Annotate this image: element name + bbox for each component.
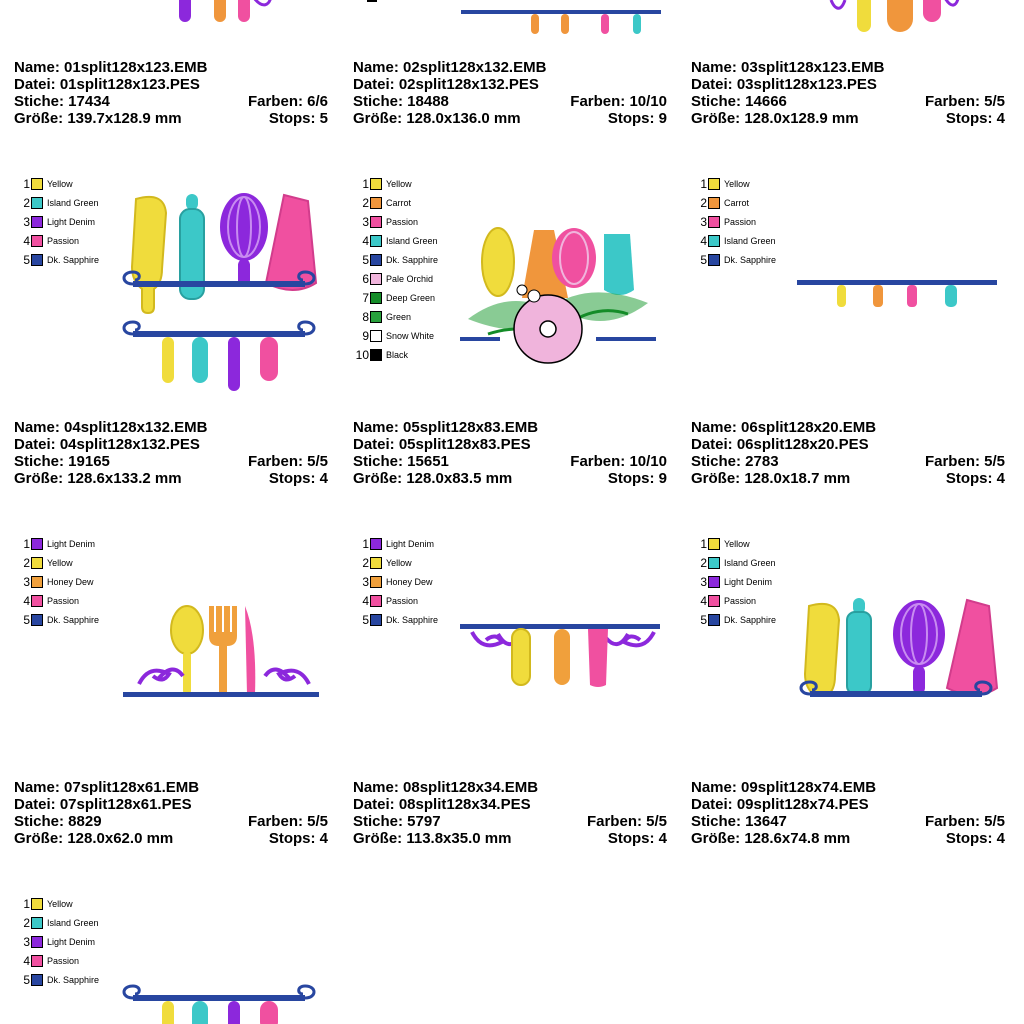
- thread-color-name: Yellow: [47, 898, 73, 909]
- file-name: Name: 07split128x61.EMB: [14, 779, 200, 796]
- thread-color-number: 5: [700, 612, 707, 627]
- thread-color-name: Dk. Sapphire: [386, 254, 439, 265]
- thread-color-swatch: [31, 595, 43, 607]
- thread-color-number: 1: [23, 536, 30, 551]
- thread-color-swatch: [370, 538, 382, 550]
- thread-color-row: [353, 572, 463, 591]
- stitch-count: Stiche: 13647: [691, 813, 787, 830]
- thread-color-row: [353, 231, 463, 250]
- thread-color-name: Black: [386, 349, 409, 360]
- thread-color-row: [353, 534, 463, 553]
- color-count: Farben: 10/10: [570, 93, 667, 110]
- file-datei: Datei: 02split128x132.PES: [353, 76, 539, 93]
- thread-color-number: 3: [700, 214, 707, 229]
- thread-color-swatch: [370, 349, 382, 361]
- thread-color-row: [353, 553, 463, 572]
- thread-color-name: Island Green: [724, 557, 776, 568]
- file-datei: Datei: 08split128x34.PES: [353, 796, 531, 813]
- design-size: Größe: 113.8x35.0 mm: [353, 830, 512, 847]
- thread-color-number: 2: [700, 195, 707, 210]
- thread-color-number: 4: [23, 593, 30, 608]
- thread-color-swatch: [31, 538, 43, 550]
- thread-color-name: Yellow: [386, 557, 412, 568]
- thread-color-name: Passion: [386, 216, 419, 227]
- file-datei: Datei: 06split128x20.PES: [691, 436, 869, 453]
- thread-color-name: Yellow: [386, 178, 412, 189]
- thread-color-row: [691, 534, 801, 553]
- thread-color-name: Deep Green: [386, 292, 436, 303]
- thread-color-name: Dk. Sapphire: [724, 254, 777, 265]
- thread-color-name: Yellow: [47, 178, 73, 189]
- thread-color-number: 1: [362, 536, 369, 551]
- thread-color-name: Island Green: [47, 917, 99, 928]
- design-preview-04: [114, 189, 324, 414]
- thread-color-swatch: [370, 292, 382, 304]
- thread-color-row: [353, 174, 463, 193]
- stitch-count: Stiche: 14666: [691, 93, 787, 110]
- color-count: Farben: 5/5: [924, 453, 1005, 470]
- thread-color-name: Honey Dew: [47, 576, 94, 587]
- design-info-03: [691, 59, 1005, 127]
- file-datei: Datei: 01split128x123.PES: [14, 76, 200, 93]
- thread-color-swatch: [31, 974, 43, 986]
- color-palette: [14, 534, 124, 629]
- stitch-count: Stiche: 17434: [14, 93, 110, 110]
- stop-count: Stops: 4: [945, 470, 1005, 487]
- thread-color-swatch: [31, 898, 43, 910]
- thread-color-name: Island Green: [724, 235, 776, 246]
- design-info-06: [691, 419, 1005, 487]
- thread-color-swatch: [31, 917, 43, 929]
- file-name: Name: 01split128x123.EMB: [14, 59, 208, 76]
- thread-color-swatch: [370, 311, 382, 323]
- file-name: Name: 06split128x20.EMB: [691, 419, 877, 436]
- thread-color-number: 5: [23, 252, 30, 267]
- thread-color-number: 2: [23, 195, 30, 210]
- thread-color-name: Light Denim: [724, 576, 773, 587]
- file-name: Name: 04split128x132.EMB: [14, 419, 208, 436]
- file-datei: Datei: 05split128x83.PES: [353, 436, 531, 453]
- thread-color-row: [353, 212, 463, 231]
- thread-color-swatch: [708, 557, 720, 569]
- stitch-count: Stiche: 18488: [353, 93, 449, 110]
- design-size: Größe: 128.0x136.0 mm: [353, 110, 521, 127]
- thread-color-swatch: [708, 538, 720, 550]
- thread-color-row: [14, 231, 124, 250]
- thread-color-row: [353, 269, 463, 288]
- thread-color-swatch: [31, 576, 43, 588]
- thread-color-swatch: [708, 595, 720, 607]
- color-palette: [353, 534, 463, 629]
- file-name: Name: 03split128x123.EMB: [691, 59, 885, 76]
- design-preview-01: [14, 0, 334, 30]
- color-palette: [14, 894, 124, 989]
- thread-color-name: Dk. Sapphire: [47, 974, 100, 985]
- design-size: Größe: 128.6x133.2 mm: [14, 470, 182, 487]
- thread-color-name: Island Green: [386, 235, 438, 246]
- thread-color-swatch: [370, 235, 382, 247]
- thread-color-number: 5: [23, 972, 30, 987]
- stop-count: Stops: 9: [607, 470, 667, 487]
- design-preview-05: [458, 224, 668, 414]
- color-count: Farben: 5/5: [924, 813, 1005, 830]
- thread-color-name: Light Denim: [47, 538, 96, 549]
- thread-color-row: [353, 288, 463, 307]
- thread-color-swatch: [370, 273, 382, 285]
- thread-color-name: Yellow: [724, 178, 750, 189]
- thread-color-swatch: [708, 197, 720, 209]
- color-count: Farben: 6/6: [247, 93, 328, 110]
- design-size: Größe: 128.6x74.8 mm: [691, 830, 851, 847]
- thread-color-name: Dk. Sapphire: [47, 614, 100, 625]
- stitch-count: Stiche: 5797: [353, 813, 441, 830]
- thread-color-number: 3: [700, 574, 707, 589]
- stop-count: Stops: 5: [268, 110, 328, 127]
- design-info-05: [353, 419, 667, 487]
- thread-color-row: [14, 572, 124, 591]
- thread-color-number: 3: [23, 214, 30, 229]
- thread-color-name: Dk. Sapphire: [386, 614, 439, 625]
- stitch-count: Stiche: 8829: [14, 813, 102, 830]
- thread-color-swatch: [31, 235, 43, 247]
- design-size: Größe: 139.7x128.9 mm: [14, 110, 182, 127]
- stitch-count: Stiche: 19165: [14, 453, 110, 470]
- thread-color-swatch: [708, 235, 720, 247]
- design-size: Größe: 128.0x62.0 mm: [14, 830, 174, 847]
- thread-color-swatch: [708, 254, 720, 266]
- thread-color-swatch: [370, 557, 382, 569]
- thread-color-row: [14, 212, 124, 231]
- thread-color-number: 9: [362, 328, 369, 343]
- thread-color-row: [691, 250, 801, 269]
- color-palette: [691, 534, 801, 629]
- design-cell-09[interactable]: [691, 534, 1011, 764]
- thread-color-row: [353, 591, 463, 610]
- thread-color-swatch: [370, 330, 382, 342]
- color-count: Farben: 5/5: [586, 813, 667, 830]
- thread-color-row: [14, 174, 124, 193]
- thread-color-number: 3: [362, 214, 369, 229]
- thread-color-row: [353, 610, 463, 629]
- thread-color-swatch: [31, 614, 43, 626]
- design-info-01: [14, 59, 328, 127]
- color-count: Farben: 5/5: [247, 453, 328, 470]
- thread-color-row: [14, 894, 124, 913]
- thread-color-row: [353, 326, 463, 345]
- thread-color-swatch: [31, 197, 43, 209]
- thread-color-row: [691, 591, 801, 610]
- design-size: Größe: 128.0x18.7 mm: [691, 470, 851, 487]
- design-cell-04[interactable]: [14, 174, 334, 404]
- thread-color-swatch: [31, 178, 43, 190]
- thread-color-number: 5: [23, 612, 30, 627]
- design-preview-07: [119, 604, 329, 704]
- color-palette: [691, 174, 801, 269]
- thread-color-swatch: [708, 614, 720, 626]
- design-preview-08: [458, 620, 668, 690]
- thread-color-row: [691, 572, 801, 591]
- thread-color-row: [14, 951, 124, 970]
- design-info-08: [353, 779, 667, 847]
- color-count: Farben: 5/5: [247, 813, 328, 830]
- thread-color-row: [353, 250, 463, 269]
- thread-color-swatch: [708, 576, 720, 588]
- thread-color-row: [14, 193, 124, 212]
- thread-color-number: 4: [700, 593, 707, 608]
- thread-color-name: Island Green: [47, 197, 99, 208]
- thread-color-name: Carrot: [386, 197, 412, 208]
- thread-color-number: 10: [355, 347, 369, 362]
- thread-color-number: 4: [700, 233, 707, 248]
- color-palette: [14, 174, 124, 269]
- design-preview-06: [795, 278, 1005, 318]
- thread-color-name: Passion: [724, 595, 757, 606]
- thread-color-number: 3: [362, 574, 369, 589]
- thread-color-name: Snow White: [386, 330, 435, 341]
- stop-count: Stops: 4: [268, 470, 328, 487]
- design-info-07: [14, 779, 328, 847]
- thread-color-name: Carrot: [724, 197, 750, 208]
- color-palette: [353, 174, 463, 364]
- file-datei: Datei: 09split128x74.PES: [691, 796, 869, 813]
- file-name: Name: 05split128x83.EMB: [353, 419, 539, 436]
- thread-color-row: [691, 212, 801, 231]
- thread-color-number: 2: [362, 195, 369, 210]
- thread-color-swatch: [31, 557, 43, 569]
- thread-color-swatch: [370, 178, 382, 190]
- thread-color-number: 5: [362, 612, 369, 627]
- thread-color-row: [14, 610, 124, 629]
- thread-color-name: Yellow: [724, 538, 750, 549]
- design-cell-10[interactable]: [14, 894, 334, 1024]
- design-cell-05[interactable]: [353, 174, 673, 404]
- thread-color-number: 2: [700, 555, 707, 570]
- thread-color-number: 3: [23, 934, 30, 949]
- thread-color-swatch: [370, 614, 382, 626]
- thread-color-name: Pale Orchid: [386, 273, 434, 284]
- thread-color-name: Green: [386, 311, 412, 322]
- thread-color-number: 1: [700, 176, 707, 191]
- file-datei: Datei: 04split128x132.PES: [14, 436, 200, 453]
- thread-color-row: [14, 970, 124, 989]
- color-count: Farben: 10/10: [570, 453, 667, 470]
- thread-color-swatch: [31, 936, 43, 948]
- thread-color-number: 2: [23, 555, 30, 570]
- design-preview-03: [691, 0, 1011, 40]
- thread-color-name: Honey Dew: [386, 576, 433, 587]
- stitch-count: Stiche: 2783: [691, 453, 779, 470]
- thread-color-row: [691, 553, 801, 572]
- design-preview-09: [791, 594, 1006, 724]
- design-info-09: [691, 779, 1005, 847]
- thread-color-number: 2: [362, 555, 369, 570]
- thread-color-row: [353, 345, 463, 364]
- file-name: Name: 02split128x132.EMB: [353, 59, 547, 76]
- thread-color-number: 4: [23, 233, 30, 248]
- thread-color-name: Dk. Sapphire: [724, 614, 777, 625]
- thread-color-name: Passion: [47, 955, 80, 966]
- thread-color-number: 1: [23, 896, 30, 911]
- thread-color-number: 3: [23, 574, 30, 589]
- design-preview-02: [353, 0, 673, 40]
- thread-color-number: 1: [23, 176, 30, 191]
- design-preview-10: [114, 984, 324, 1024]
- thread-color-number: 7: [362, 290, 369, 305]
- design-info-04: [14, 419, 328, 487]
- thread-color-swatch: [31, 254, 43, 266]
- thread-color-name: Light Denim: [47, 936, 96, 947]
- thread-color-row: [353, 307, 463, 326]
- thread-color-row: [14, 553, 124, 572]
- thread-color-number: 5: [362, 252, 369, 267]
- thread-color-row: [14, 913, 124, 932]
- thread-color-row: [14, 534, 124, 553]
- thread-color-swatch: [370, 254, 382, 266]
- stop-count: Stops: 4: [945, 110, 1005, 127]
- file-datei: Datei: 03split128x123.PES: [691, 76, 877, 93]
- thread-color-row: [14, 932, 124, 951]
- file-name: Name: 08split128x34.EMB: [353, 779, 539, 796]
- stitch-count: Stiche: 15651: [353, 453, 449, 470]
- stop-count: Stops: 4: [268, 830, 328, 847]
- thread-color-name: Dk. Sapphire: [47, 254, 100, 265]
- thread-color-name: Light Denim: [47, 216, 96, 227]
- thread-color-name: Passion: [47, 235, 80, 246]
- thread-color-number: 5: [700, 252, 707, 267]
- thread-color-number: 6: [362, 271, 369, 286]
- color-count: Farben: 5/5: [924, 93, 1005, 110]
- thread-color-row: [691, 610, 801, 629]
- thread-color-number: 4: [23, 953, 30, 968]
- thread-color-swatch: [370, 216, 382, 228]
- thread-color-row: [353, 193, 463, 212]
- thread-color-swatch: [31, 216, 43, 228]
- thread-color-number: 1: [362, 176, 369, 191]
- thread-color-row: [14, 250, 124, 269]
- stop-count: Stops: 4: [607, 830, 667, 847]
- thread-color-name: Passion: [724, 216, 757, 227]
- thread-color-name: Passion: [386, 595, 419, 606]
- thread-color-swatch: [370, 197, 382, 209]
- thread-color-swatch: [370, 576, 382, 588]
- thread-color-swatch: [370, 595, 382, 607]
- file-datei: Datei: 07split128x61.PES: [14, 796, 192, 813]
- thread-color-name: Yellow: [47, 557, 73, 568]
- thread-color-swatch: [31, 955, 43, 967]
- thread-color-swatch: [708, 178, 720, 190]
- thread-color-row: [691, 231, 801, 250]
- design-cell-07[interactable]: [14, 534, 334, 764]
- thread-color-number: 2: [23, 915, 30, 930]
- file-name: Name: 09split128x74.EMB: [691, 779, 877, 796]
- thread-color-number: 1: [700, 536, 707, 551]
- thread-color-swatch: [708, 216, 720, 228]
- stop-count: Stops: 4: [945, 830, 1005, 847]
- thread-color-row: [14, 591, 124, 610]
- thread-color-name: Light Denim: [386, 538, 435, 549]
- design-size: Größe: 128.0x128.9 mm: [691, 110, 859, 127]
- stop-count: Stops: 9: [607, 110, 667, 127]
- design-cell-06[interactable]: [691, 174, 1011, 404]
- thread-color-row: [691, 193, 801, 212]
- design-size: Größe: 128.0x83.5 mm: [353, 470, 513, 487]
- thread-color-number: 8: [362, 309, 369, 324]
- design-cell-08[interactable]: [353, 534, 673, 764]
- thread-color-name: Passion: [47, 595, 80, 606]
- thread-color-number: 4: [362, 233, 369, 248]
- thread-color-row: [691, 174, 801, 193]
- thread-color-number: 4: [362, 593, 369, 608]
- design-info-02: [353, 59, 667, 127]
